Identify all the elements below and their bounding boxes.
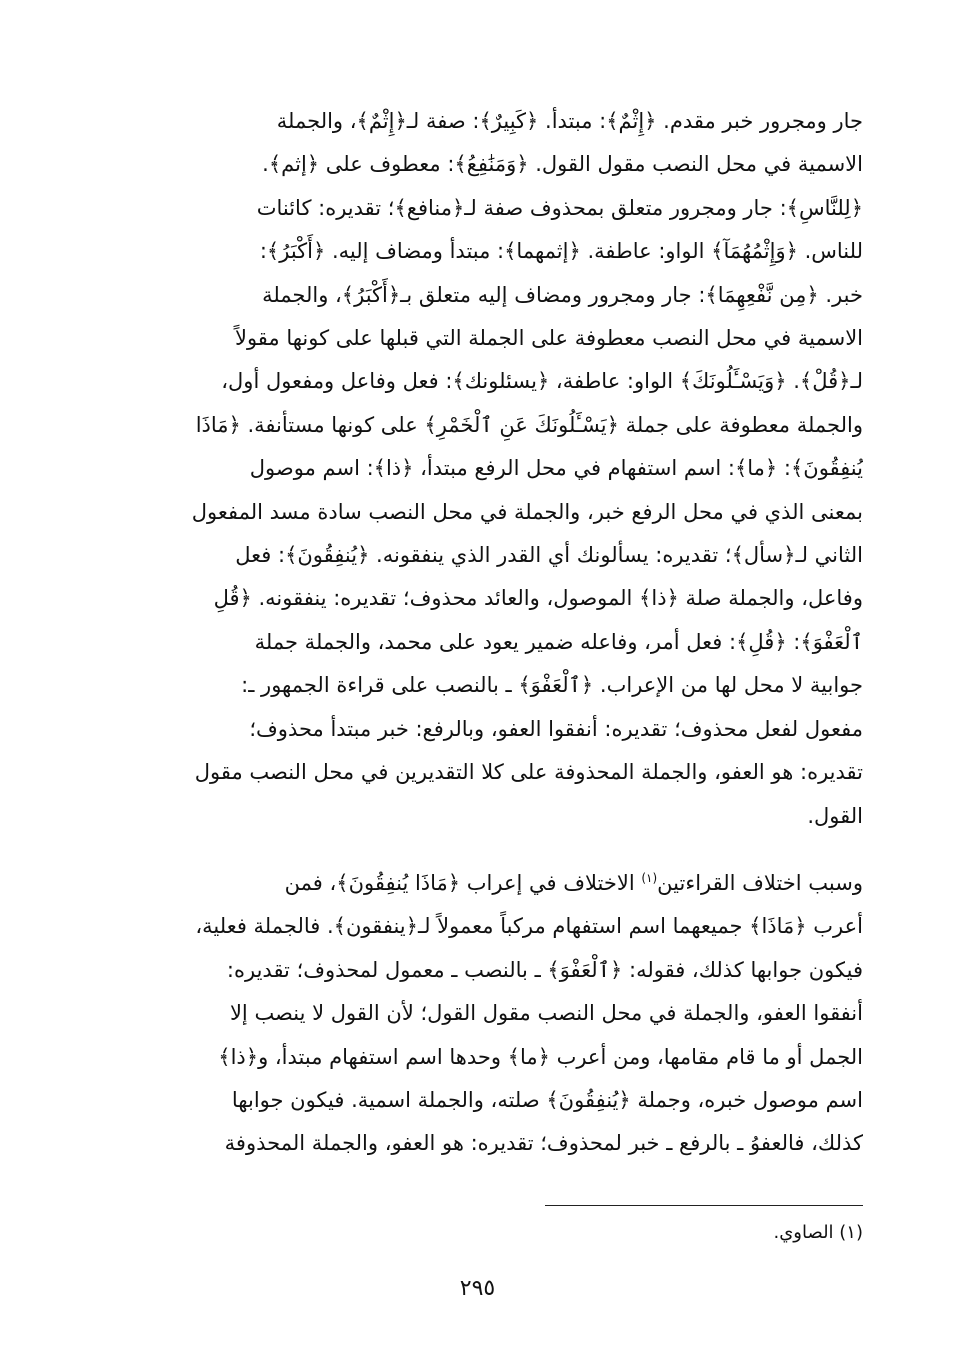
- text-line: أعرب ﴿مَاذَا﴾ جميعهما اسم استفهام مركباً معمولاً لـ﴿ينفقون﴾. فالجملة فعلية،: [195, 914, 863, 939]
- text-line: لـ﴿قُلْ﴾. ﴿وَيَسْـَٔلُونَكَ﴾ الواو: عاطفة، ﴿يسئلونك﴾: فعل وفاعل ومفعول أول،: [221, 369, 863, 394]
- text-line: القول.: [807, 803, 863, 828]
- page-number: ٢٩٥: [459, 1276, 496, 1301]
- text-line: [90, 862, 863, 905]
- text-line: ﴿لِلنَّاسِ﴾: جار ومجرور متعلق بمحذوف صفة لـ﴿منافع﴾؛ تقديره: كائنات: [256, 195, 863, 220]
- text-line: الاسمية في محل النصب معطوفة على الجملة التي قبلها على كونها مقولاً: [234, 326, 863, 351]
- footnote-divider: [545, 1205, 863, 1206]
- text-segment: الاختلاف في إعراب ﴿مَاذَا يُنفِقُونَ﴾، فمن: [284, 871, 642, 895]
- footnote-reference[interactable]: (١): [641, 871, 658, 885]
- text-line: يُنفِقُونَ﴾: ﴿ما﴾: اسم استفهام في محل الرفع مبتدأ، ﴿ذا﴾: اسم موصول: [249, 456, 863, 481]
- text-line: كذلك، فالعفوُ ـ بالرفع ـ خبر لمحذوف؛ تقديره: هو العفو، والجملة المحذوفة: [224, 1131, 863, 1156]
- text-line: الاسمية في محل النصب مقول القول. ﴿وَمَنَٰفِعُ﴾: معطوف على ﴿إثم﴾.: [262, 152, 863, 177]
- text-line: للناس. ﴿وَإِثْمُهُمَآ﴾ الواو: عاطفة. ﴿إثمهما﴾: مبتدأ ومضاف إليه. ﴿أَكْبَرُ﴾:: [259, 239, 863, 264]
- text-line: خبر. ﴿مِن نَّفْعِهِمَا﴾: جار ومجرور ومضاف إليه متعلق بـ﴿أَكْبَرُ﴾، والجملة: [262, 282, 863, 307]
- text-line: الثاني لـ﴿سأل﴾؛ تقديره: يسألونك أي القدر الذي ينفقونه. ﴿يُنفِقُونَ﴾: فعل: [235, 543, 863, 568]
- text-line: والجملة معطوفة على جملة ﴿يَسْـَٔلُونَكَ عَنِ ٱلْخَمْرِ﴾ على كونها مستأنفة. ﴿مَاذَا: [195, 412, 863, 437]
- text-line: جار ومجرور خبر مقدم. ﴿إِثْمٌ﴾: مبتدأ. ﴿كَبِيرٌ﴾: صفة لـ﴿إِثْمٌ﴾، والجملة: [276, 109, 863, 133]
- text-segment: وسبب اختلاف القراءتين: [657, 871, 863, 895]
- paragraph-grammar-analysis: [90, 100, 863, 838]
- text-line: بمعنى الذي في محل الرفع خبر، والجملة في محل النصب سادة مسد المفعول: [191, 499, 863, 524]
- text-line: الجمل أو ما قام مقامها، ومن أعرب ﴿ما﴾ وحدها اسم استفهام مبتدأ، و﴿ذا﴾: [218, 1044, 863, 1069]
- text-line: جوابية لا محل لها من الإعراب. ﴿ٱلْعَفْوَ﴾ ـ بالنصب على قراءة الجمهور ـ:: [241, 673, 863, 698]
- text-line: وفاعل، والجملة صلة ﴿ذا﴾ الموصول، والعائد محذوف؛ تقديره: ينفقونه. ﴿قُلِ: [213, 586, 863, 611]
- text-line: اسم موصول خبره، وجملة ﴿يُنفِقُونَ﴾ صلته، والجملة اسمية. فيكون جوابها: [231, 1088, 863, 1113]
- paragraph-reading-difference: [90, 862, 863, 1166]
- text-line: فيكون جوابها كذلك، فقوله: ﴿ٱلْعَفْوَ﴾ ـ بالنصب ـ معمول لمحذوف؛ تقديره:: [226, 957, 863, 982]
- text-line: تقديره: هو العفو، والجملة المحذوفة على كلا التقديرين في محل النصب مقول: [194, 760, 863, 785]
- text-line: ٱلْعَفْوَ﴾: ﴿قُلِ﴾: فعل أمر، وفاعله ضمير يعود على محمد، والجملة جملة: [254, 629, 863, 654]
- footnote: (١) الصاوي.: [773, 1222, 863, 1243]
- text-line: أنفقوا العفو، والجملة في محل النصب مقول القول؛ لأن القول لا ينصب إلا: [229, 1001, 863, 1026]
- text-line: مفعول لفعل محذوف؛ تقديره: أنفقوا العفو، وبالرفع: خبر مبتدأ محذوف؛: [249, 716, 863, 741]
